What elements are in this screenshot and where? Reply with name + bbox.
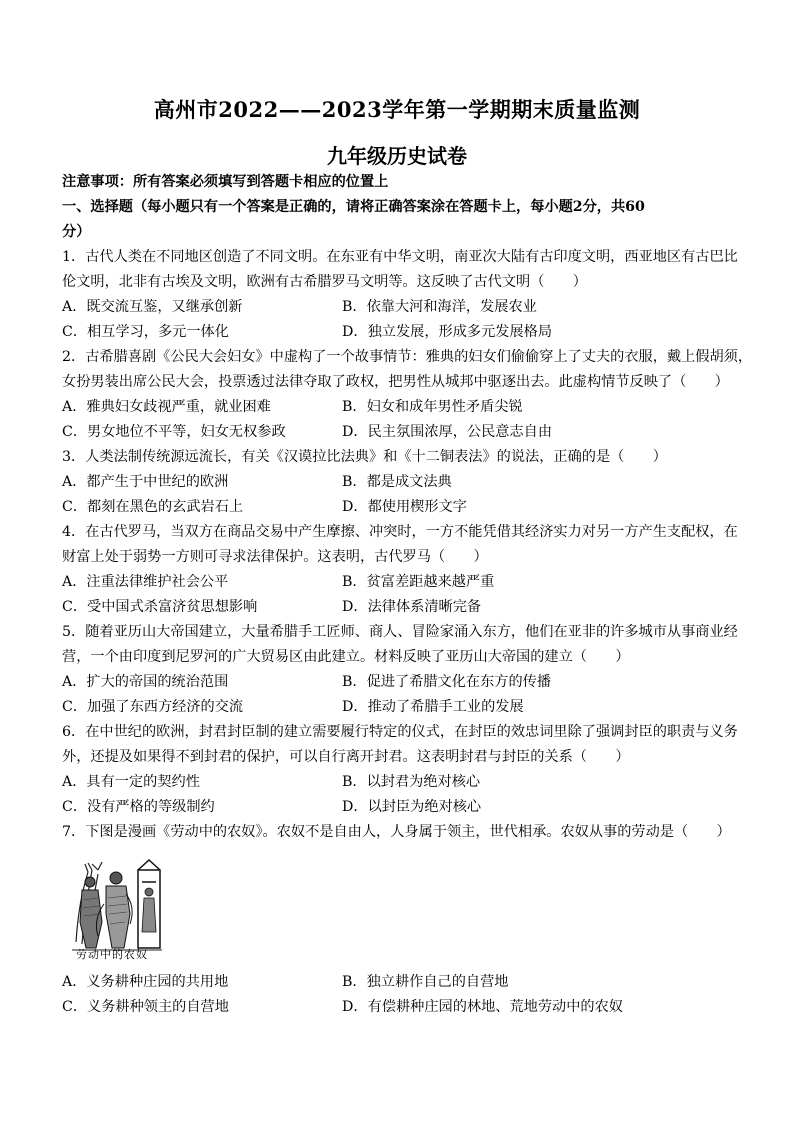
- question-6-option-d: D．以封臣为绝对核心: [342, 799, 482, 815]
- question-3-option-a: A．都产生于中世纪的欧洲: [62, 474, 229, 490]
- question-2-stem-cont: 女扮男装出席公民大会，投票透过法律夺取了政权，把男性从城邦中驱逐出去。此虚构情节反映了（ ）: [62, 374, 729, 390]
- question-5-option-a: A．扩大的帝国的统治范围: [62, 674, 229, 690]
- question-1-stem-cont: 伦文明，北非有古埃及文明，欧洲有古希腊罗马文明等。这反映了古代文明（ ）: [62, 274, 587, 290]
- question-2-option-d: D．民主氛围浓厚，公民意志自由: [342, 424, 553, 440]
- question-1-option-a: A．既交流互鉴，又继承创新: [62, 299, 243, 315]
- question-2-option-a: A．雅典妇女歧视严重，就业困难: [62, 399, 271, 415]
- notice: 注意事项：所有答案必须填写到答题卡相应的位置上: [62, 174, 389, 190]
- question-4-option-c: C．受中国式杀富济贫思想影响: [62, 599, 258, 615]
- question-5-option-b: B．促进了希腊文化在东方的传播: [342, 674, 552, 690]
- question-5-option-c: C．加强了东西方经济的交流: [62, 699, 244, 715]
- question-7-option-c: C．义务耕种领主的自营地: [62, 999, 229, 1015]
- question-1-option-c: C．相互学习，多元一体化: [62, 324, 229, 340]
- question-3-option-b: B．都是成文法典: [342, 474, 452, 490]
- question-5-stem: 5．随着亚历山大帝国建立，大量希腊手工匠师、商人、冒险家涌入东方，他们在亚非的许多城市从事商业经: [62, 624, 738, 640]
- question-1-option-d: D．独立发展，形成多元发展格局: [342, 324, 553, 340]
- figure-caption: 劳动中的农奴: [76, 948, 148, 961]
- question-6-option-c: C．没有严格的等级制约: [62, 799, 215, 815]
- question-3-option-c: C．都刻在黑色的玄武岩石上: [62, 499, 244, 515]
- question-6-option-a: A．具有一定的契约性: [62, 774, 200, 790]
- question-4-option-b: B．贫富差距越来越严重: [342, 574, 495, 590]
- question-4-stem-cont: 财富上处于弱势一方则可寻求法律保护。这表明，古代罗马（ ）: [62, 549, 488, 565]
- question-7-stem: 7．下图是漫画《劳动中的农奴》。农奴不是自由人，人身属于领主，世代相承。农奴从事的劳动是（ ）: [62, 824, 731, 840]
- question-5-stem-cont: 营，一个由印度到尼罗河的广大贸易区由此建立。材料反映了亚历山大帝国的建立（ ）: [62, 649, 630, 665]
- question-2-stem: 2．古希腊喜剧《公民大会妇女》中虚构了一个故事情节：雅典的妇女们偷偷穿上了丈夫的衣服，戴上假胡须，: [62, 349, 753, 365]
- section-heading-line2: 分）: [62, 224, 91, 240]
- question-4-option-a: A．注重法律维护社会公平: [62, 574, 229, 590]
- section-heading-line1: 一、选择题（每小题只有一个答案是正确的，请将正确答案涂在答题卡上，每小题2分，共60: [62, 199, 645, 215]
- question-2-option-b: B．妇女和成年男性矛盾尖锐: [342, 399, 523, 415]
- question-7-option-d: D．有偿耕种庄园的林地、荒地劳动中的农奴: [342, 999, 623, 1015]
- question-6-stem-cont: 外，还提及如果得不到封君的保护，可以自行离开封君。这表明封君与封臣的关系（ ）: [62, 749, 630, 765]
- exam-title: 高州市2022——2023学年第一学期期末质量监测: [153, 97, 641, 122]
- question-6-option-b: B．以封君为绝对核心: [342, 774, 481, 790]
- question-1-stem: 1．古代人类在不同地区创造了不同文明。在东亚有中华文明，南亚次大陆有古印度文明，西亚地区有古巴比: [62, 249, 738, 265]
- question-3-option-d: D．都使用楔形文字: [342, 499, 467, 515]
- question-6-stem: 6．在中世纪的欧洲，封君封臣制的建立需要履行特定的仪式，在封臣的效忠词里除了强调封臣的职责与义务: [62, 724, 738, 740]
- question-4-stem: 4．在古代罗马，当双方在商品交易中产生摩擦、冲突时，一方不能凭借其经济实力对另一方产生支配权，在: [62, 524, 738, 540]
- exam-subtitle: 九年级历史试卷: [327, 144, 467, 168]
- question-2-option-c: C．男女地位不平等，妇女无权参政: [62, 424, 286, 440]
- question-4-option-d: D．法律体系清晰完备: [342, 599, 482, 615]
- question-3-stem: 3．人类法制传统源远流长，有关《汉谟拉比法典》和《十二铜表法》的说法，正确的是（ ）: [62, 449, 667, 465]
- question-1-option-b: B．依靠大河和海洋，发展农业: [342, 299, 537, 315]
- question-7-option-a: A．义务耕种庄园的共用地: [62, 974, 229, 990]
- question-7-option-b: B．独立耕作自己的自营地: [342, 974, 509, 990]
- question-5-option-d: D．推动了希腊手工业的发展: [342, 699, 524, 715]
